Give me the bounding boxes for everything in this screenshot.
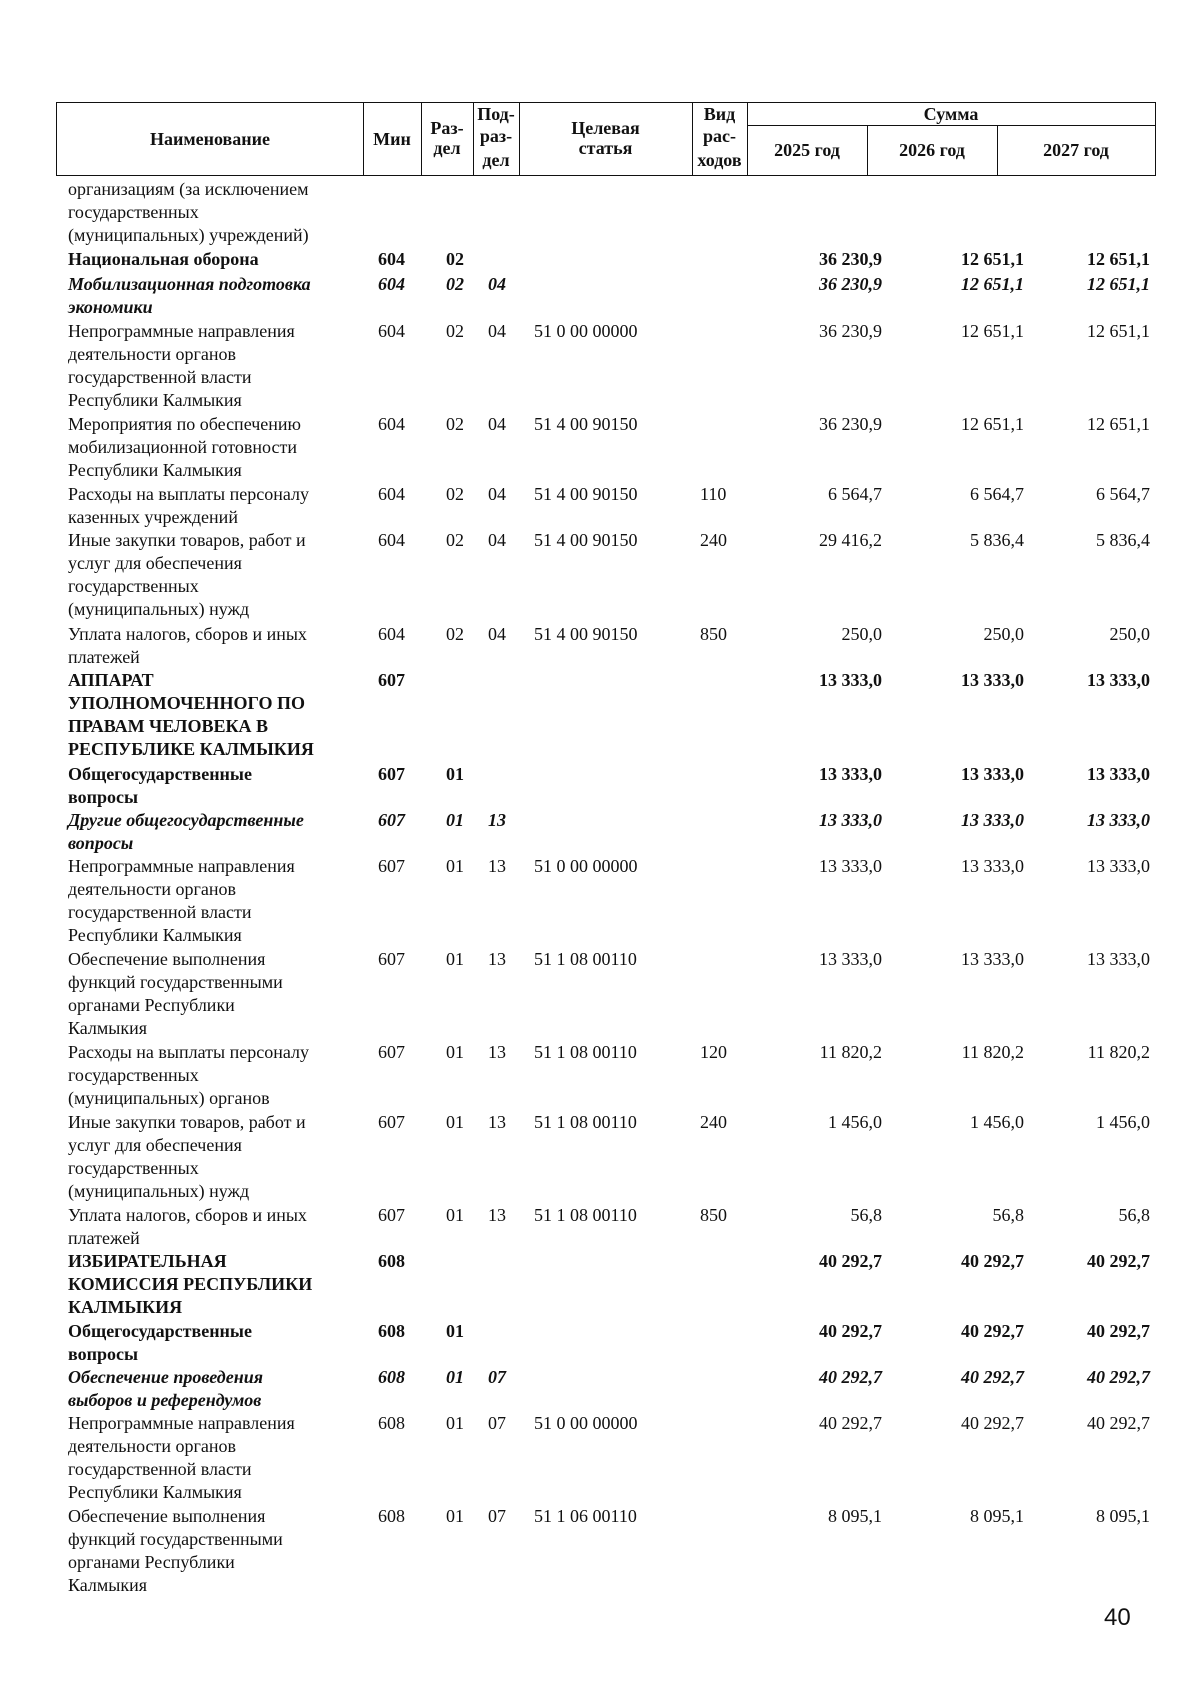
row-name-line: Обеспечение выполнения <box>68 949 266 969</box>
row-min: 607 <box>378 1112 405 1132</box>
row-name-line: государственной власти <box>68 1459 252 1479</box>
row-sum-2027: 6 564,7 <box>1096 484 1150 504</box>
row-sum-2027: 40 292,7 <box>1087 1321 1150 1341</box>
row-podrazdel: 13 <box>488 1042 506 1062</box>
row-min: 607 <box>378 856 405 876</box>
header-target-1: Целевая <box>571 118 640 138</box>
header-min: Мин <box>373 129 411 149</box>
row-name-line: Расходы на выплаты персоналу <box>68 484 309 504</box>
header-vid-2: рас- <box>703 126 736 146</box>
row-sum-2025: 13 333,0 <box>819 949 882 969</box>
row-sum-2027: 250,0 <box>1109 624 1150 644</box>
row-name-line: Общегосударственные <box>68 1321 252 1341</box>
row-name-line: выборов и референдумов <box>68 1390 262 1410</box>
row-name <box>68 1250 368 1319</box>
row-min: 608 <box>378 1321 405 1341</box>
row-sum-2027: 5 836,4 <box>1096 530 1150 550</box>
row-sum-2026: 1 456,0 <box>970 1112 1024 1132</box>
row-podrazdel: 07 <box>488 1367 506 1387</box>
row-target: 51 0 00 00000 <box>534 856 638 876</box>
row-podrazdel: 04 <box>488 484 506 504</box>
row-target: 51 1 08 00110 <box>534 1042 637 1062</box>
row-name <box>68 1041 368 1110</box>
row-min: 608 <box>378 1413 405 1433</box>
row-name-line: Непрограммные направления <box>68 1413 295 1433</box>
row-sum-2025: 40 292,7 <box>819 1367 882 1387</box>
row-sum-2026: 12 651,1 <box>961 414 1024 434</box>
row-name-line: казенных учреждений <box>68 507 238 527</box>
row-razdel: 01 <box>446 1506 464 1526</box>
row-podrazdel: 13 <box>488 1205 506 1225</box>
row-target: 51 1 06 00110 <box>534 1506 637 1526</box>
row-name-line: вопросы <box>68 787 139 807</box>
row-name-line: Обеспечение проведения <box>68 1367 263 1387</box>
row-name-line: функций государственными <box>68 972 283 992</box>
row-sum-2026: 12 651,1 <box>961 274 1024 294</box>
header-razdel-1: Раз- <box>430 118 464 138</box>
row-name-line: ПРАВАМ ЧЕЛОВЕКА В <box>68 716 269 736</box>
row-target: 51 4 00 90150 <box>534 484 638 504</box>
row-name-line: государственной власти <box>68 367 252 387</box>
row-sum-2027: 11 820,2 <box>1087 1042 1150 1062</box>
row-target: 51 4 00 90150 <box>534 530 638 550</box>
row-min: 604 <box>378 530 405 550</box>
row-name <box>68 1204 368 1250</box>
row-podrazdel: 04 <box>488 624 506 644</box>
row-sum-2025: 40 292,7 <box>819 1321 882 1341</box>
row-min: 604 <box>378 274 405 294</box>
header-divider <box>747 125 1155 126</box>
row-name <box>68 1505 368 1597</box>
row-sum-2026: 13 333,0 <box>961 764 1024 784</box>
row-min: 607 <box>378 1042 405 1062</box>
row-razdel: 01 <box>446 1042 464 1062</box>
row-min: 607 <box>378 1205 405 1225</box>
row-podrazdel: 13 <box>488 810 506 830</box>
row-name-line: Иные закупки товаров, работ и <box>68 530 306 550</box>
row-razdel: 01 <box>446 1413 464 1433</box>
row-min: 607 <box>378 949 405 969</box>
row-vid: 240 <box>700 530 727 550</box>
row-razdel: 01 <box>446 1321 464 1341</box>
row-sum-2027: 40 292,7 <box>1087 1367 1150 1387</box>
row-name-line: Уплата налогов, сборов и иных <box>68 1205 307 1225</box>
row-sum-2026: 5 836,4 <box>970 530 1024 550</box>
row-name <box>68 413 368 482</box>
row-sum-2027: 13 333,0 <box>1087 670 1150 690</box>
header-summa: Сумма <box>923 104 979 124</box>
row-name-line: платежей <box>68 1228 140 1248</box>
row-name-line: КАЛМЫКИЯ <box>68 1297 183 1317</box>
row-sum-2025: 36 230,9 <box>819 274 882 294</box>
header-vid-1: Вид <box>703 104 736 124</box>
row-name-line: Обеспечение выполнения <box>68 1506 266 1526</box>
row-target: 51 1 08 00110 <box>534 1205 637 1225</box>
row-name-line: Республики Калмыкия <box>68 460 242 480</box>
row-sum-2026: 56,8 <box>992 1205 1024 1225</box>
row-name-line: УПОЛНОМОЧЕННОГО ПО <box>68 693 305 713</box>
row-name-line: услуг для обеспечения <box>68 553 242 573</box>
row-sum-2025: 250,0 <box>841 624 882 644</box>
row-name-line: деятельности органов <box>68 1436 237 1456</box>
row-target: 51 0 00 00000 <box>534 1413 638 1433</box>
row-sum-2025: 56,8 <box>850 1205 882 1225</box>
row-name-line: вопросы <box>68 833 134 853</box>
row-sum-2027: 12 651,1 <box>1087 274 1150 294</box>
row-name-line: Мобилизационная подготовка <box>68 274 311 294</box>
row-name-line: государственных <box>68 202 199 222</box>
row-vid: 110 <box>700 484 727 504</box>
row-podrazdel: 13 <box>488 949 506 969</box>
header-name: Наименование <box>150 129 270 149</box>
row-sum-2025: 6 564,7 <box>828 484 882 504</box>
row-min: 604 <box>378 249 405 269</box>
row-name-line: Другие общегосударственные <box>68 810 304 830</box>
row-sum-2027: 56,8 <box>1118 1205 1150 1225</box>
row-name <box>68 763 368 809</box>
row-podrazdel: 13 <box>488 1112 506 1132</box>
row-sum-2025: 11 820,2 <box>819 1042 882 1062</box>
row-razdel: 01 <box>446 810 464 830</box>
row-sum-2027: 12 651,1 <box>1087 249 1150 269</box>
row-name-line: Расходы на выплаты персоналу <box>68 1042 309 1062</box>
row-razdel: 01 <box>446 764 464 784</box>
row-min: 607 <box>378 764 405 784</box>
row-sum-2025: 13 333,0 <box>819 670 882 690</box>
row-razdel: 01 <box>446 949 464 969</box>
row-sum-2026: 40 292,7 <box>961 1367 1024 1387</box>
row-podrazdel: 04 <box>488 274 506 294</box>
row-sum-2025: 36 230,9 <box>819 249 882 269</box>
header-podrazdel-3: дел <box>482 150 510 170</box>
row-name-line: мобилизационной готовности <box>68 437 297 457</box>
row-sum-2027: 12 651,1 <box>1087 321 1150 341</box>
row-razdel: 02 <box>446 484 464 504</box>
table-header <box>56 102 1156 176</box>
header-2026: 2026 год <box>899 140 965 160</box>
row-sum-2025: 40 292,7 <box>819 1251 882 1271</box>
row-vid: 850 <box>700 1205 727 1225</box>
row-name-line: Непрограммные направления <box>68 321 295 341</box>
row-name-line: деятельности органов <box>68 344 237 364</box>
row-name <box>68 483 368 529</box>
row-name <box>68 948 368 1040</box>
row-name <box>68 1111 368 1203</box>
row-name-line: органами Республики <box>68 1552 235 1572</box>
row-name <box>68 178 368 247</box>
row-sum-2026: 11 820,2 <box>961 1042 1024 1062</box>
row-vid: 240 <box>700 1112 727 1132</box>
row-name-line: организациям (за исключением <box>68 179 309 199</box>
row-name-line: государственных <box>68 1065 199 1085</box>
row-podrazdel: 07 <box>488 1506 506 1526</box>
row-razdel: 02 <box>446 321 464 341</box>
row-min: 604 <box>378 414 405 434</box>
row-sum-2026: 13 333,0 <box>961 810 1024 830</box>
row-name-line: АППАРАТ <box>68 670 154 690</box>
row-name-line: Общегосударственные <box>68 764 252 784</box>
row-sum-2025: 1 456,0 <box>828 1112 882 1132</box>
row-name-line: услуг для обеспечения <box>68 1135 242 1155</box>
row-name-line: Уплата налогов, сборов и иных <box>68 624 307 644</box>
row-name-line: органами Республики <box>68 995 235 1015</box>
row-min: 604 <box>378 321 405 341</box>
header-razdel-2: дел <box>433 138 461 158</box>
row-min: 607 <box>378 810 405 830</box>
row-name-line: Непрограммные направления <box>68 856 295 876</box>
row-name-line: вопросы <box>68 1344 139 1364</box>
row-razdel: 02 <box>446 414 464 434</box>
row-sum-2026: 13 333,0 <box>961 670 1024 690</box>
row-name-line: Калмыкия <box>68 1018 148 1038</box>
row-min: 608 <box>378 1506 405 1526</box>
row-razdel: 01 <box>446 856 464 876</box>
row-sum-2026: 12 651,1 <box>961 249 1024 269</box>
row-name-line: Республики Калмыкия <box>68 925 242 945</box>
row-sum-2026: 40 292,7 <box>961 1251 1024 1271</box>
row-name-line: функций государственными <box>68 1529 283 1549</box>
page-number: 40 <box>1104 1604 1131 1631</box>
row-sum-2027: 8 095,1 <box>1096 1506 1150 1526</box>
row-min: 604 <box>378 484 405 504</box>
row-sum-2025: 13 333,0 <box>819 810 882 830</box>
row-name <box>68 1412 368 1504</box>
row-podrazdel: 13 <box>488 856 506 876</box>
row-sum-2025: 36 230,9 <box>819 321 882 341</box>
row-target: 51 1 08 00110 <box>534 949 637 969</box>
row-sum-2026: 12 651,1 <box>961 321 1024 341</box>
row-name-line: государственных <box>68 1158 199 1178</box>
row-min: 607 <box>378 670 405 690</box>
row-target: 51 0 00 00000 <box>534 321 638 341</box>
row-razdel: 02 <box>446 249 464 269</box>
row-min: 608 <box>378 1367 405 1387</box>
row-razdel: 01 <box>446 1367 464 1387</box>
row-name <box>68 1366 368 1412</box>
row-target: 51 1 08 00110 <box>534 1112 637 1132</box>
row-name <box>68 855 368 947</box>
row-name-line: Иные закупки товаров, работ и <box>68 1112 306 1132</box>
row-sum-2027: 13 333,0 <box>1087 764 1150 784</box>
row-target: 51 4 00 90150 <box>534 414 638 434</box>
row-podrazdel: 04 <box>488 530 506 550</box>
row-name-line: Республики Калмыкия <box>68 390 242 410</box>
header-podrazdel-2: раз- <box>479 126 513 146</box>
row-sum-2027: 40 292,7 <box>1087 1413 1150 1433</box>
row-sum-2027: 12 651,1 <box>1087 414 1150 434</box>
row-name-line: государственных <box>68 576 199 596</box>
row-name-line: (муниципальных) учреждений) <box>68 225 309 245</box>
row-sum-2027: 13 333,0 <box>1087 856 1150 876</box>
row-podrazdel: 04 <box>488 414 506 434</box>
row-name <box>68 1320 368 1366</box>
row-name-line: КОМИССИЯ РЕСПУБЛИКИ <box>68 1274 313 1294</box>
row-name-line: ИЗБИРАТЕЛЬНАЯ <box>68 1251 227 1271</box>
row-name <box>68 320 368 412</box>
row-podrazdel: 04 <box>488 321 506 341</box>
row-sum-2026: 6 564,7 <box>970 484 1024 504</box>
row-name <box>68 623 368 669</box>
row-name-line: Республики Калмыкия <box>68 1482 242 1502</box>
row-razdel: 02 <box>446 530 464 550</box>
row-name-line: (муниципальных) нужд <box>68 599 250 619</box>
row-sum-2025: 13 333,0 <box>819 764 882 784</box>
row-sum-2025: 8 095,1 <box>828 1506 882 1526</box>
row-name <box>68 669 368 761</box>
row-sum-2025: 29 416,2 <box>819 530 882 550</box>
row-sum-2025: 13 333,0 <box>819 856 882 876</box>
header-2025: 2025 год <box>774 140 840 160</box>
header-target-2: статья <box>578 138 633 158</box>
row-vid: 120 <box>700 1042 727 1062</box>
row-min: 608 <box>378 1251 405 1271</box>
row-vid: 850 <box>700 624 727 644</box>
row-podrazdel: 07 <box>488 1413 506 1433</box>
row-sum-2027: 40 292,7 <box>1087 1251 1150 1271</box>
row-name-line: Национальная оборона <box>68 249 259 269</box>
row-sum-2026: 13 333,0 <box>961 949 1024 969</box>
row-sum-2026: 40 292,7 <box>961 1321 1024 1341</box>
row-name-line: Калмыкия <box>68 1575 148 1595</box>
row-sum-2026: 13 333,0 <box>961 856 1024 876</box>
row-name <box>68 273 368 319</box>
row-sum-2026: 8 095,1 <box>970 1506 1024 1526</box>
row-razdel: 01 <box>446 1205 464 1225</box>
row-name-line: экономики <box>68 297 153 317</box>
row-name-line: (муниципальных) органов <box>68 1088 270 1108</box>
header-2027: 2027 год <box>1043 140 1109 160</box>
row-razdel: 02 <box>446 274 464 294</box>
row-sum-2026: 250,0 <box>983 624 1024 644</box>
header-podrazdel-1: Под- <box>477 104 515 124</box>
row-sum-2026: 40 292,7 <box>961 1413 1024 1433</box>
row-sum-2027: 1 456,0 <box>1096 1112 1150 1132</box>
row-sum-2027: 13 333,0 <box>1087 949 1150 969</box>
header-vid-3: ходов <box>697 150 742 170</box>
row-name-line: платежей <box>68 647 140 667</box>
row-razdel: 02 <box>446 624 464 644</box>
row-name-line: (муниципальных) нужд <box>68 1181 250 1201</box>
row-name-line: Мероприятия по обеспечению <box>68 414 301 434</box>
row-name-line: РЕСПУБЛИКЕ КАЛМЫКИЯ <box>68 739 314 759</box>
row-name <box>68 809 368 855</box>
row-name-line: государственной власти <box>68 902 252 922</box>
row-min: 604 <box>378 624 405 644</box>
row-sum-2027: 13 333,0 <box>1087 810 1150 830</box>
row-sum-2025: 36 230,9 <box>819 414 882 434</box>
row-target: 51 4 00 90150 <box>534 624 638 644</box>
row-razdel: 01 <box>446 1112 464 1132</box>
row-sum-2025: 40 292,7 <box>819 1413 882 1433</box>
row-name <box>68 529 368 621</box>
row-name-line: деятельности органов <box>68 879 237 899</box>
row-name <box>68 248 368 271</box>
